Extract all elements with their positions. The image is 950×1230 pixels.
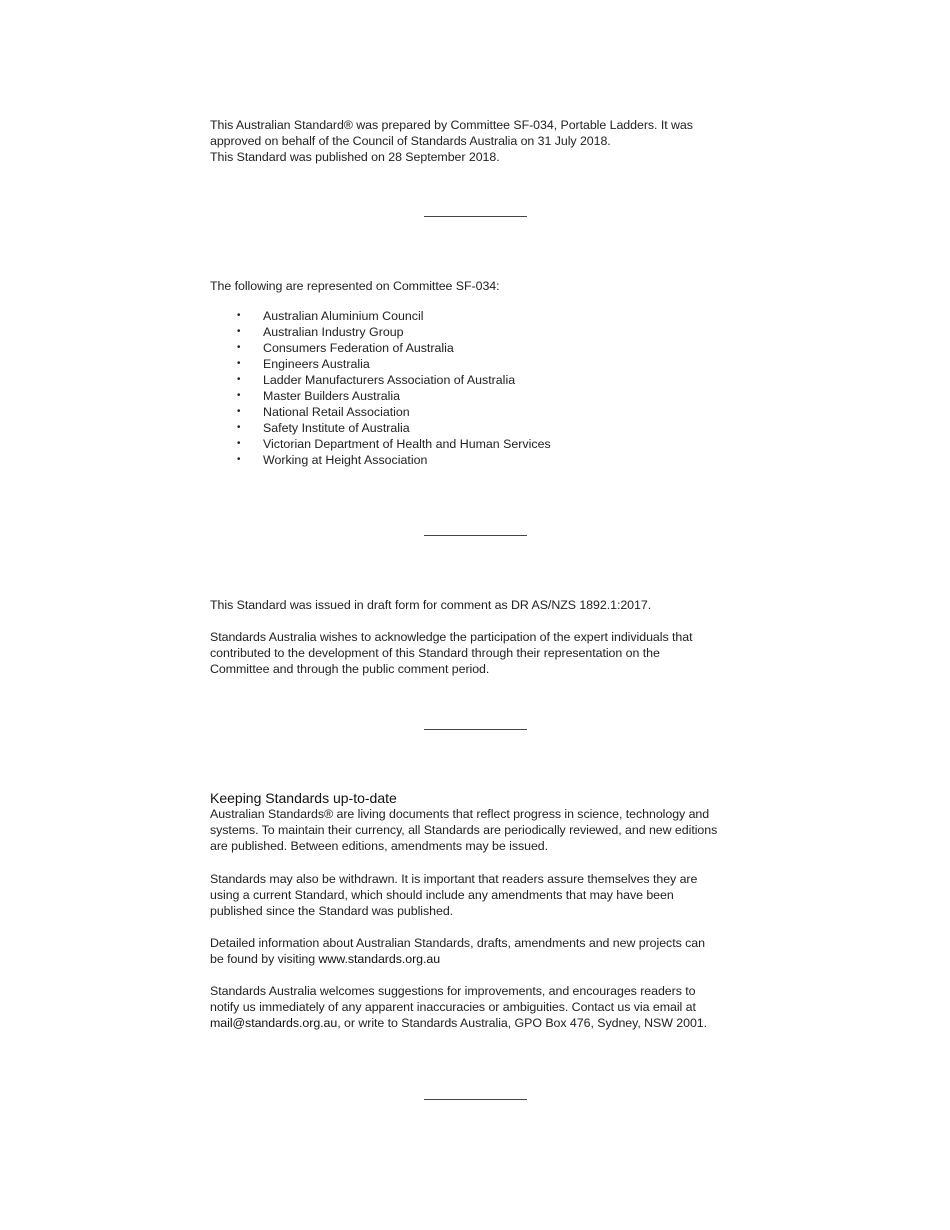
acknowledgement-line-2: contributed to the development of this Standard through their representation on the <box>210 646 660 660</box>
withdrawal-paragraph <box>210 871 750 919</box>
uptodate-p4-line-2: notify us immediately of any apparent inaccuracies or ambiguities. Contact us via email at <box>210 1000 696 1014</box>
list-item: • Master Builders Australia <box>237 389 401 403</box>
divider <box>424 729 527 730</box>
uptodate-p3-prefix: be found by visiting <box>210 952 319 966</box>
divider <box>424 216 527 217</box>
acknowledgement-line-3: Committee and through the public comment period. <box>210 662 490 676</box>
bullet-icon: • <box>237 326 241 337</box>
email-link[interactable]: mail@standards.org.au <box>210 1016 338 1030</box>
approval-line-2: approved on behalf of the Council of Standards Australia on 31 July 2018. <box>210 134 611 148</box>
list-item: • Australian Aluminium Council <box>237 309 424 323</box>
list-item: • Ladder Manufacturers Association of Australia <box>237 373 516 387</box>
list-item: • National Retail Association <box>237 405 410 419</box>
committee-members-list <box>210 308 750 468</box>
committee-members-list-wrapper <box>210 308 750 468</box>
divider <box>424 1099 527 1100</box>
list-item: • Victorian Department of Health and Human Services <box>237 437 551 451</box>
bullet-icon: • <box>237 342 241 353</box>
bullet-icon: • <box>237 374 241 385</box>
bullet-icon: • <box>237 406 241 417</box>
feedback-paragraph <box>210 983 750 1031</box>
list-item: • Consumers Federation of Australia <box>237 341 454 355</box>
draft-section <box>210 597 750 613</box>
bullet-icon: • <box>237 390 241 401</box>
uptodate-p3-line-1: Detailed information about Australian Standards, drafts, amendments and new projects can <box>210 936 705 950</box>
divider <box>424 535 527 536</box>
acknowledgement-line-1: Standards Australia wishes to acknowledge the participation of the expert individuals that <box>210 630 693 644</box>
list-item: • Working at Height Association <box>237 453 428 467</box>
uptodate-p3-line-2 <box>210 951 750 967</box>
uptodate-p1-line-2: systems. To maintain their currency, all Standards are periodically reviewed, and new editions <box>210 823 718 837</box>
postal-address: , or write to Standards Australia, GPO Box 476, Sydney, NSW 2001. <box>337 1016 708 1030</box>
approval-statement <box>210 117 750 165</box>
acknowledgement-section <box>210 629 750 677</box>
approval-line-1: This Australian Standard® was prepared by Committee SF-034, Portable Ladders. It was <box>210 118 693 132</box>
uptodate-p1-line-3: are published. Between editions, amendments may be issued. <box>210 839 549 853</box>
bullet-icon: • <box>237 454 241 465</box>
uptodate-p4-line-1: Standards Australia welcomes suggestions for improvements, and encourages readers to <box>210 984 696 998</box>
list-item: • Safety Institute of Australia <box>237 421 410 435</box>
committee-section <box>210 278 750 294</box>
document-page <box>210 0 750 1230</box>
bullet-icon: • <box>237 422 241 433</box>
uptodate-section <box>210 790 750 854</box>
uptodate-p4-line-3 <box>210 1015 750 1031</box>
website-link[interactable]: www.standards.org.au <box>318 952 441 966</box>
committee-intro: The following are represented on Committee SF-034: <box>210 279 500 293</box>
bullet-icon: • <box>237 438 241 449</box>
list-item: • Australian Industry Group <box>237 325 404 339</box>
uptodate-p2-line-2: using a current Standard, which should include any amendments that may have been <box>210 888 674 902</box>
bullet-icon: • <box>237 358 241 369</box>
draft-issued-statement: This Standard was issued in draft form for comment as DR AS/NZS 1892.1:2017. <box>210 598 652 612</box>
publication-date-line: This Standard was published on 28 September 2018. <box>210 150 500 164</box>
uptodate-p2-line-1: Standards may also be withdrawn. It is important that readers assure themselves they are <box>210 872 698 886</box>
website-paragraph <box>210 935 750 967</box>
bullet-icon: • <box>237 310 241 321</box>
uptodate-p2-line-3: published since the Standard was published. <box>210 904 454 918</box>
uptodate-p1-line-1: Australian Standards® are living documents that reflect progress in science, technology and <box>210 807 710 821</box>
list-item: • Engineers Australia <box>237 357 370 371</box>
section-heading: Keeping Standards up-to-date <box>210 790 397 806</box>
